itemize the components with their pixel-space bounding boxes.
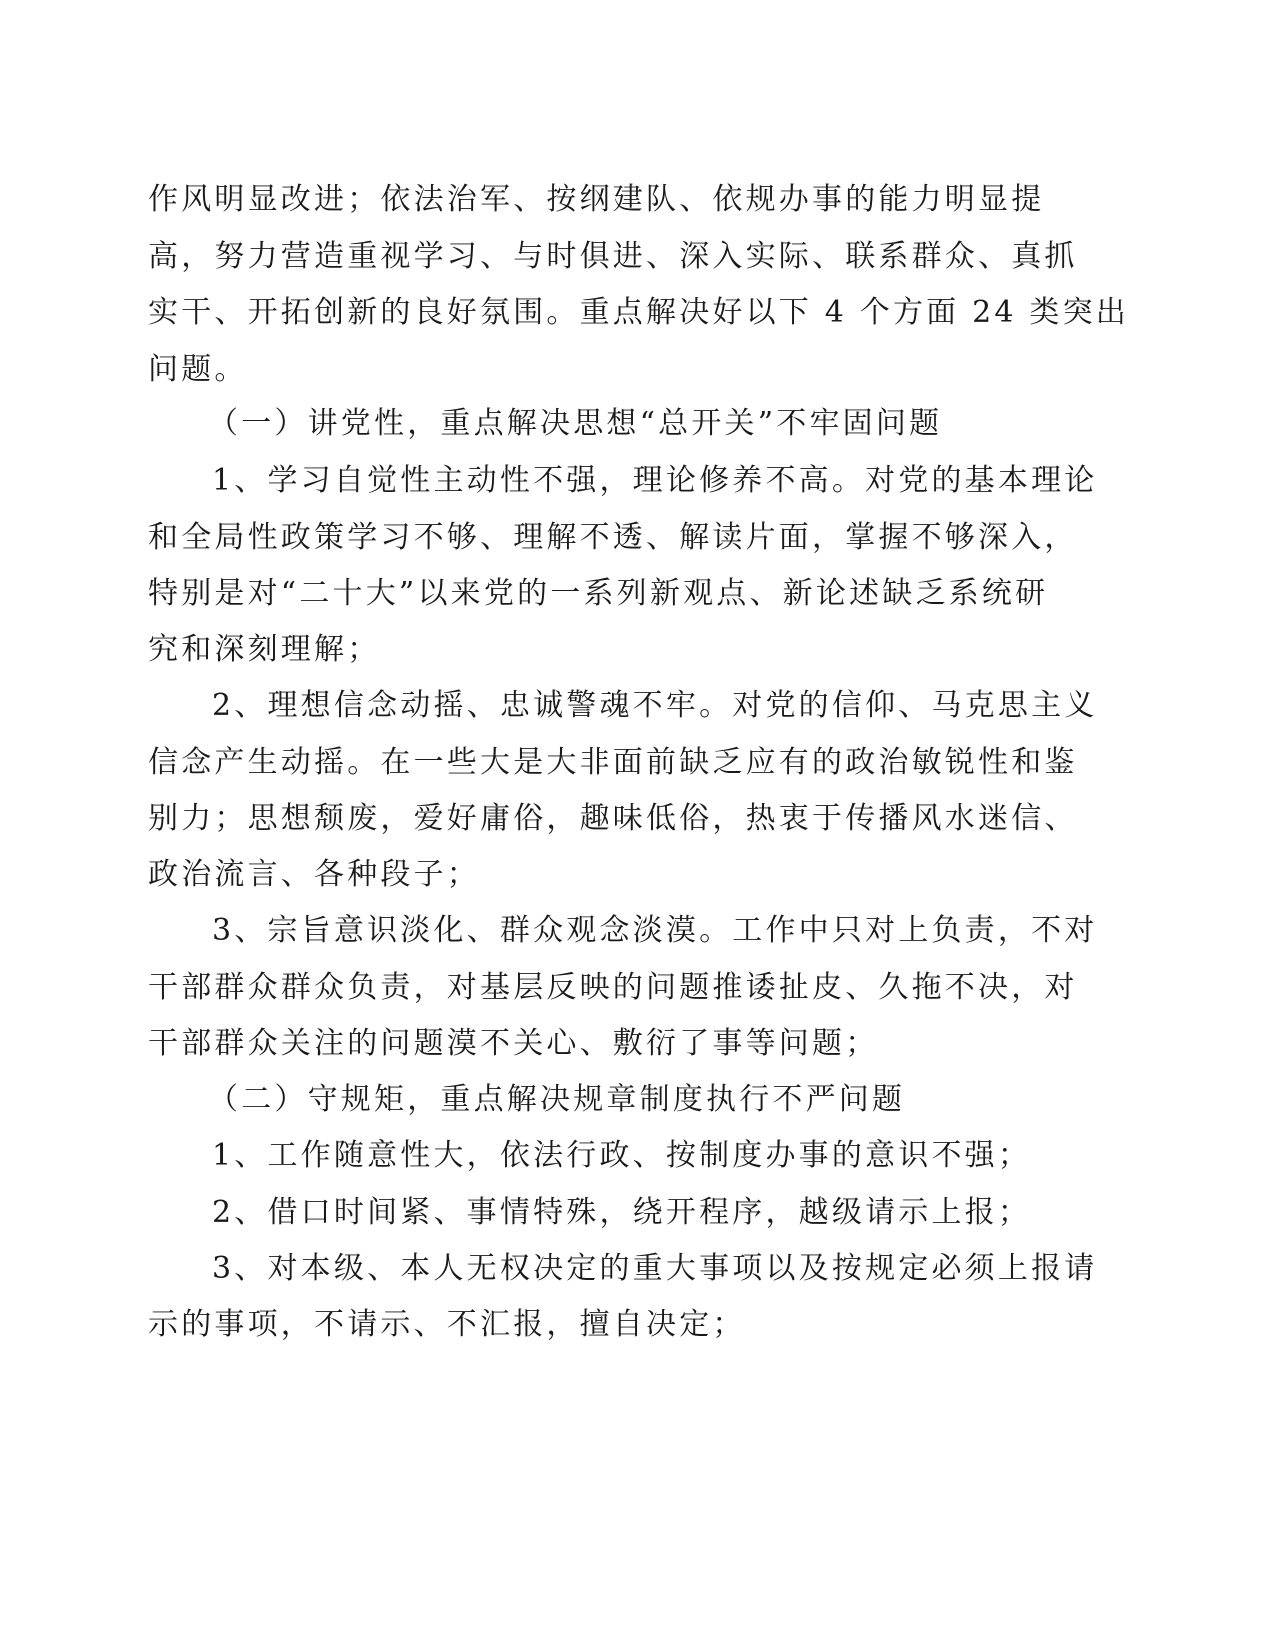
paragraph-line: 特别是对“二十大”以来党的一系列新观点、新论述缺乏系统研 — [148, 576, 1049, 611]
paragraph-line: 1、学习自觉性主动性不强，理论修养不高。对党的基本理论 — [212, 463, 1098, 498]
paragraph-line: 别力；思想颓废，爱好庸俗，趣味低俗，热衷于传播风水迷信、 — [148, 801, 1078, 836]
paragraph-line: 1、工作随意性大，依法行政、按制度办事的意识不强； — [212, 1138, 1032, 1173]
paragraph-line: 实干、开拓创新的良好氛围。重点解决好以下 4 个方面 24 类突出 — [148, 295, 1130, 330]
paragraph-line: 干部群众群众负责，对基层反映的问题推诿扯皮、久拖不决，对 — [148, 970, 1078, 1005]
paragraph-line: 示的事项，不请示、不汇报，擅自决定； — [148, 1307, 746, 1342]
paragraph-line: 3、对本级、本人无权决定的重大事项以及按规定必须上报请 — [212, 1251, 1098, 1286]
paragraph-line: 问题。 — [148, 352, 248, 387]
paragraph-line: 政治流言、各种段子； — [148, 857, 480, 892]
paragraph-line: 信念产生动摇。在一些大是大非面前缺乏应有的政治敏锐性和鉴 — [148, 745, 1078, 780]
paragraph-line: 2、理想信念动摇、忠诚警魂不牢。对党的信仰、马克思主义 — [212, 688, 1098, 723]
section-heading: （二）守规矩，重点解决规章制度执行不严问题 — [208, 1082, 906, 1117]
section-heading: （一）讲党性，重点解决思想“总开关”不牢固问题 — [208, 406, 943, 441]
paragraph-line: 作风明显改进；依法治军、按纲建队、依规办事的能力明显提 — [148, 182, 1045, 217]
paragraph-line: 究和深刻理解； — [148, 632, 381, 667]
paragraph-line: 干部群众关注的问题漠不关心、敷衍了事等问题； — [148, 1026, 879, 1061]
paragraph-line: 2、借口时间紧、事情特殊，绕开程序，越级请示上报； — [212, 1195, 1032, 1230]
paragraph-line: 高，努力营造重视学习、与时俱进、深入实际、联系群众、真抓 — [148, 239, 1078, 274]
paragraph-line: 3、宗旨意识淡化、群众观念淡漠。工作中只对上负责，不对 — [212, 913, 1098, 948]
paragraph-line: 和全局性政策学习不够、理解不透、解读片面，掌握不够深入， — [148, 520, 1078, 555]
